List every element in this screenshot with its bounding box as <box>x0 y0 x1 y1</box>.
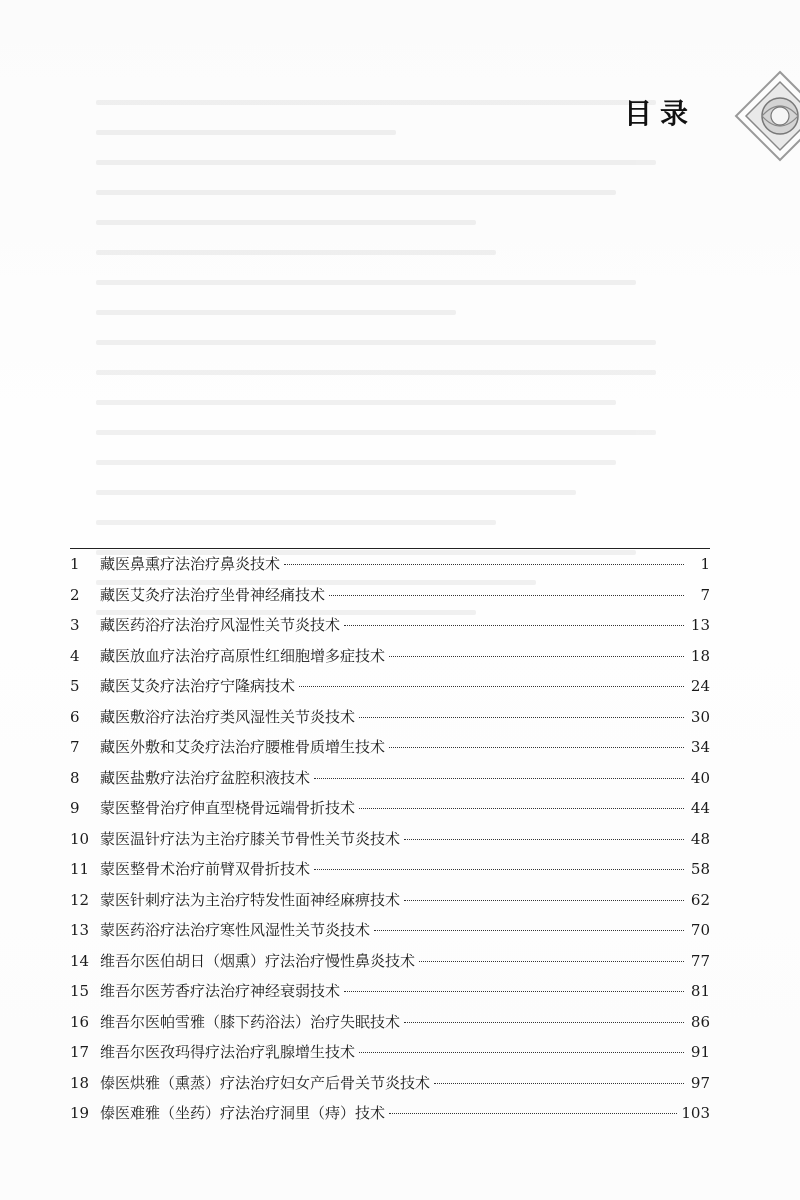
toc-entry-page-number: 7 <box>700 585 710 604</box>
dot-leader <box>359 1052 684 1053</box>
toc-entry <box>70 641 710 672</box>
toc-entry-page-number: 13 <box>690 616 710 634</box>
toc-entry <box>70 854 710 885</box>
dot-leader <box>419 961 684 962</box>
toc-entry-page-number: 44 <box>690 799 710 817</box>
toc-entry-title: 蒙医针刺疗法为主治疗特发性面神经麻痹技术 <box>100 890 401 909</box>
toc-entry-number: 3 <box>70 616 80 634</box>
toc-entry <box>70 915 710 946</box>
toc-entry-page-number: 70 <box>690 921 710 939</box>
toc-entry-page-number: 34 <box>690 738 710 756</box>
toc-entry-title: 藏医放血疗法治疗高原性红细胞增多症技术 <box>100 646 386 665</box>
toc-entry-number: 5 <box>70 677 80 695</box>
toc-entry-title: 藏医盐敷疗法治疗盆腔积液技术 <box>100 768 311 787</box>
dot-leader <box>314 869 684 870</box>
toc-entry <box>70 1037 710 1068</box>
toc-entry-page-number: 24 <box>690 677 710 695</box>
toc-entry-page-number: 97 <box>690 1073 710 1092</box>
toc-entry-title: 蒙医温针疗法为主治疗膝关节骨性关节炎技术 <box>100 829 401 848</box>
toc-entry-number: 19 <box>70 1104 90 1122</box>
dot-leader <box>374 930 684 931</box>
toc-entry-title: 维吾尔医帕雪雅（膝下药浴法）治疗失眠技术 <box>100 1012 401 1031</box>
toc-entry-page-number: 81 <box>690 982 710 1000</box>
toc-entry-number: 12 <box>70 890 90 909</box>
toc-entry <box>70 1098 710 1129</box>
dot-leader <box>389 1113 677 1114</box>
diamond-ornament-icon <box>732 68 800 164</box>
toc-entry-number: 2 <box>70 585 80 604</box>
toc-entry <box>70 610 710 641</box>
toc-entry-number: 15 <box>70 982 90 1000</box>
toc-entry-title: 蒙医整骨治疗伸直型桡骨远端骨折技术 <box>100 799 356 817</box>
dot-leader <box>359 808 684 809</box>
toc-entry-title: 藏医药浴疗法治疗风湿性关节炎技术 <box>100 616 341 634</box>
toc-entry-page-number: 18 <box>690 646 710 665</box>
toc-entry-title: 傣医难雅（坐药）疗法治疗洞里（痔）技术 <box>100 1104 386 1122</box>
toc-entry-page-number: 62 <box>690 890 710 909</box>
toc-entry-number: 10 <box>70 829 90 848</box>
toc-entry <box>70 763 710 794</box>
dot-leader <box>389 656 684 657</box>
dot-leader <box>404 900 684 901</box>
toc-entry-number: 8 <box>70 768 80 787</box>
dot-leader <box>434 1083 684 1084</box>
toc-entry-number: 13 <box>70 921 90 939</box>
toc-entry <box>70 946 710 977</box>
dot-leader <box>299 686 684 687</box>
toc-entry-page-number: 86 <box>690 1012 710 1031</box>
toc-entry-page-number: 91 <box>690 1043 710 1061</box>
toc-entry-page-number: 40 <box>690 768 710 787</box>
toc-entry-title: 蒙医整骨术治疗前臂双骨折技术 <box>100 860 311 878</box>
dot-leader <box>359 717 684 718</box>
dot-leader <box>284 564 684 565</box>
toc-entry <box>70 671 710 702</box>
toc-entry <box>70 702 710 733</box>
toc-entry <box>70 824 710 855</box>
toc-entry-title: 傣医烘雅（熏蒸）疗法治疗妇女产后骨关节炎技术 <box>100 1073 431 1092</box>
dot-leader <box>404 839 684 840</box>
toc-entry-number: 4 <box>70 646 80 665</box>
toc-entry-title: 藏医外敷和艾灸疗法治疗腰椎骨质增生技术 <box>100 738 386 756</box>
toc-entry <box>70 732 710 763</box>
dot-leader <box>344 991 684 992</box>
toc-entry <box>70 793 710 824</box>
toc-entry-title: 维吾尔医孜玛得疗法治疗乳腺增生技术 <box>100 1043 356 1061</box>
toc-entry <box>70 885 710 916</box>
toc-entry-number: 18 <box>70 1073 90 1092</box>
toc-entry-page-number: 30 <box>690 707 710 726</box>
toc-entry-page-number: 77 <box>690 951 710 970</box>
toc-entry-title: 维吾尔医伯胡日（烟熏）疗法治疗慢性鼻炎技术 <box>100 951 416 970</box>
dot-leader <box>344 625 684 626</box>
toc-entry-number: 7 <box>70 738 80 756</box>
toc-entry-number: 9 <box>70 799 80 817</box>
toc-entry-title: 藏医敷浴疗法治疗类风湿性关节炎技术 <box>100 707 356 726</box>
toc-entry-title: 藏医艾灸疗法治疗宁隆病技术 <box>100 677 296 695</box>
toc-entry-page-number: 48 <box>690 829 710 848</box>
dot-leader <box>404 1022 684 1023</box>
toc-entry-page-number: 103 <box>681 1104 710 1122</box>
toc-entry-number: 11 <box>70 860 90 878</box>
toc-entry-title: 蒙医药浴疗法治疗寒性风湿性关节炎技术 <box>100 921 371 939</box>
toc-entry-title: 藏医鼻熏疗法治疗鼻炎技术 <box>100 555 281 573</box>
toc-entry-number: 14 <box>70 951 90 970</box>
toc-entry-page-number: 58 <box>690 860 710 878</box>
dot-leader <box>329 595 684 596</box>
toc-entry <box>70 976 710 1007</box>
toc-entry-title: 维吾尔医芳香疗法治疗神经衰弱技术 <box>100 982 341 1000</box>
table-of-contents <box>70 548 710 1129</box>
toc-entry <box>70 1007 710 1038</box>
toc-entry-number: 16 <box>70 1012 90 1031</box>
toc-entry <box>70 549 710 580</box>
page-title: 目录 <box>624 97 697 130</box>
toc-entry <box>70 1068 710 1099</box>
dot-leader <box>389 747 684 748</box>
toc-entry-number: 6 <box>70 707 80 726</box>
toc-entry-number: 1 <box>70 555 80 573</box>
toc-entry-number: 17 <box>70 1043 90 1061</box>
dot-leader <box>314 778 684 779</box>
toc-entry-page-number: 1 <box>700 555 710 573</box>
toc-entry-title: 藏医艾灸疗法治疗坐骨神经痛技术 <box>100 585 326 604</box>
toc-entry <box>70 580 710 611</box>
